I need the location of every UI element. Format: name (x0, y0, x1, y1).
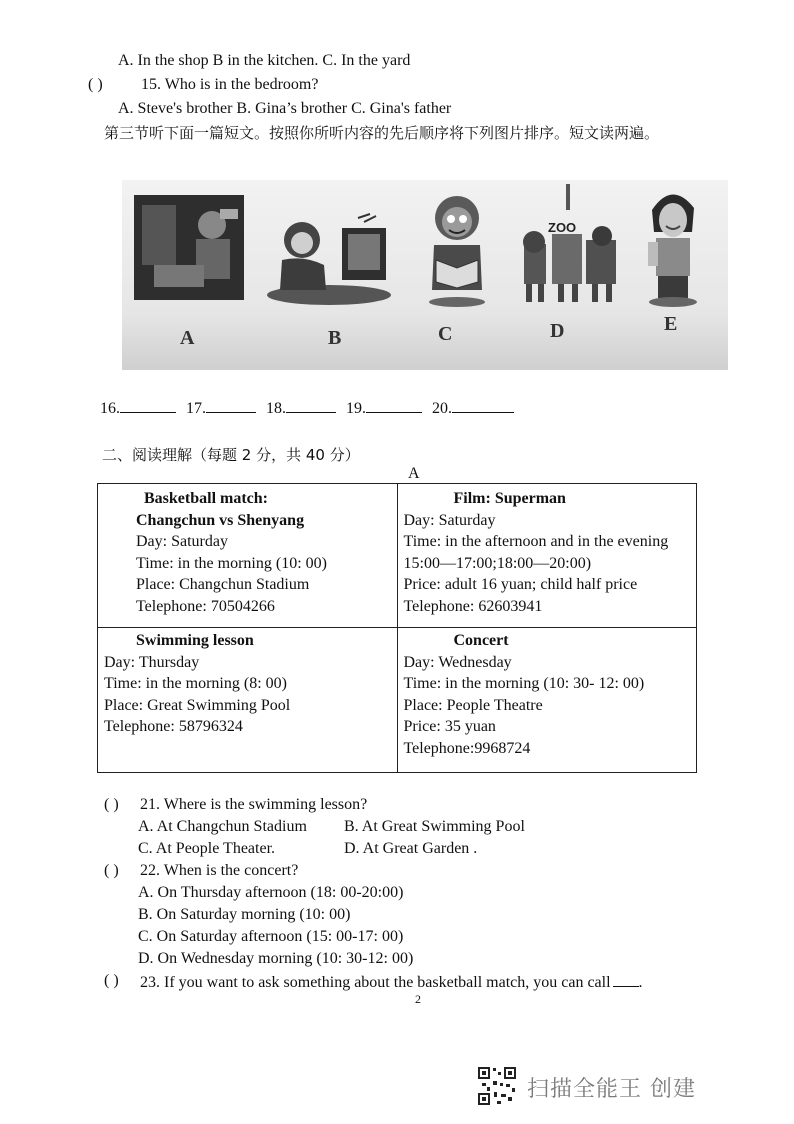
picture-c-boy-reading (422, 190, 492, 308)
basketball-place: Place: Changchun Stadium (136, 576, 310, 593)
swimming-telephone: Telephone: 58796324 (104, 718, 243, 735)
concert-place: Place: People Theatre (403, 696, 543, 714)
q22-option-c: C. On Saturday afternoon (15: 00-17: 00) (138, 928, 404, 945)
film-day: Day: Saturday (403, 511, 496, 529)
picture-letter-e: E (664, 313, 678, 335)
picture-d-zoo (514, 182, 624, 310)
basketball-day: Day: Saturday (136, 533, 228, 550)
swimming-place: Place: Great Swimming Pool (104, 696, 291, 714)
q21-answer-paren: ( ) (104, 796, 119, 813)
q22-answer-paren: ( ) (104, 862, 119, 879)
blank-20[interactable] (452, 398, 514, 413)
blank-17[interactable] (206, 398, 256, 413)
q15-question: 15. Who is in the bedroom? (141, 76, 319, 93)
page-number: 2 (415, 992, 421, 1006)
q22-option-b: B. On Saturday morning (10: 00) (138, 906, 351, 923)
picture-e-girl (642, 180, 702, 310)
concert-telephone: Telephone:9968724 (403, 739, 531, 757)
blank-18[interactable] (286, 398, 336, 413)
picture-a-reading-scene (134, 195, 244, 300)
film-price: Price: adult 16 yuan; child half price (403, 576, 638, 593)
concert-title: Concert (453, 632, 509, 649)
film-title: Film: Superman (453, 490, 566, 507)
q21-option-d: D. At Great Garden . (344, 840, 478, 857)
swimming-title: Swimming lesson (136, 632, 254, 649)
passage-label: A (408, 465, 420, 482)
blank-16[interactable] (120, 398, 176, 413)
q14-options: A. In the shop B in the kitchen. C. In the yard (118, 52, 411, 69)
blank-19[interactable] (366, 398, 422, 413)
q23-question (140, 972, 643, 992)
section3-instruction: 第三节听下面一篇短文。按照你所听内容的先后顺序将下列图片排序。短文读两遍。 (104, 124, 660, 142)
film-time: Time: in the afternoon and in the evening (403, 533, 669, 550)
film-time-detail: 15:00—17:00;18:00—20:00) (403, 554, 592, 572)
blank-18-label: 18. (266, 400, 286, 417)
basketball-subtitle: Changchun vs Shenyang (136, 511, 305, 529)
scanner-watermark: 扫描全能王 创建 (527, 1077, 696, 1102)
blank-16-label: 16. (100, 400, 120, 417)
concert-day: Day: Wednesday (403, 653, 512, 671)
picture-b-watching-tv (264, 210, 399, 305)
q22-option-d: D. On Wednesday morning (10: 30-12: 00) (138, 950, 414, 967)
picture-letter-a: A (180, 327, 195, 349)
section2-title: 二、阅读理解（每题 2 分，共 40 分） (102, 446, 360, 464)
q23-blank[interactable] (613, 972, 639, 987)
ad-swimming (98, 628, 398, 773)
swimming-day: Day: Thursday (104, 653, 200, 671)
picture-letter-d: D (550, 320, 565, 342)
ad-basketball (98, 484, 398, 628)
q23-end: . (638, 974, 643, 991)
q23-answer-paren: ( ) (104, 972, 119, 989)
concert-price: Price: 35 yuan (403, 718, 496, 735)
listening-pictures (122, 180, 728, 370)
q21-option-a: A. At Changchun Stadium (138, 818, 307, 835)
blank-19-label: 19. (346, 400, 366, 417)
q23-question-text: 23. If you want to ask something about the basketball match, you can call (140, 974, 611, 991)
zoo-sign: ZOO (548, 220, 577, 235)
basketball-title: Basketball match: (144, 490, 268, 507)
q15-options: A. Steve's brother B. Gina’s brother C. Gina's father (118, 100, 452, 117)
q21-option-c: C. At People Theater. (138, 840, 276, 857)
swimming-time: Time: in the morning (8: 00) (104, 675, 287, 692)
answer-blanks-row (100, 398, 514, 418)
q22-question: 22. When is the concert? (140, 862, 299, 879)
blank-20-label: 20. (432, 400, 452, 417)
ads-table (97, 483, 697, 773)
film-telephone: Telephone: 62603941 (403, 597, 543, 615)
ad-concert (397, 628, 697, 773)
ad-film (397, 484, 697, 628)
q22-option-a: A. On Thursday afternoon (18: 00-20:00) (138, 884, 404, 901)
blank-17-label: 17. (186, 400, 206, 417)
q21-question: 21. Where is the swimming lesson? (140, 796, 368, 813)
q15-answer-paren: ( ) (88, 76, 103, 93)
picture-letter-c: C (438, 323, 453, 345)
qr-code-icon (477, 1066, 517, 1106)
concert-time: Time: in the morning (10: 30- 12: 00) (403, 675, 645, 692)
basketball-time: Time: in the morning (10: 00) (136, 554, 327, 572)
q21-option-b: B. At Great Swimming Pool (344, 818, 525, 835)
picture-letter-b: B (328, 327, 342, 349)
basketball-telephone: Telephone: 70504266 (136, 597, 275, 615)
